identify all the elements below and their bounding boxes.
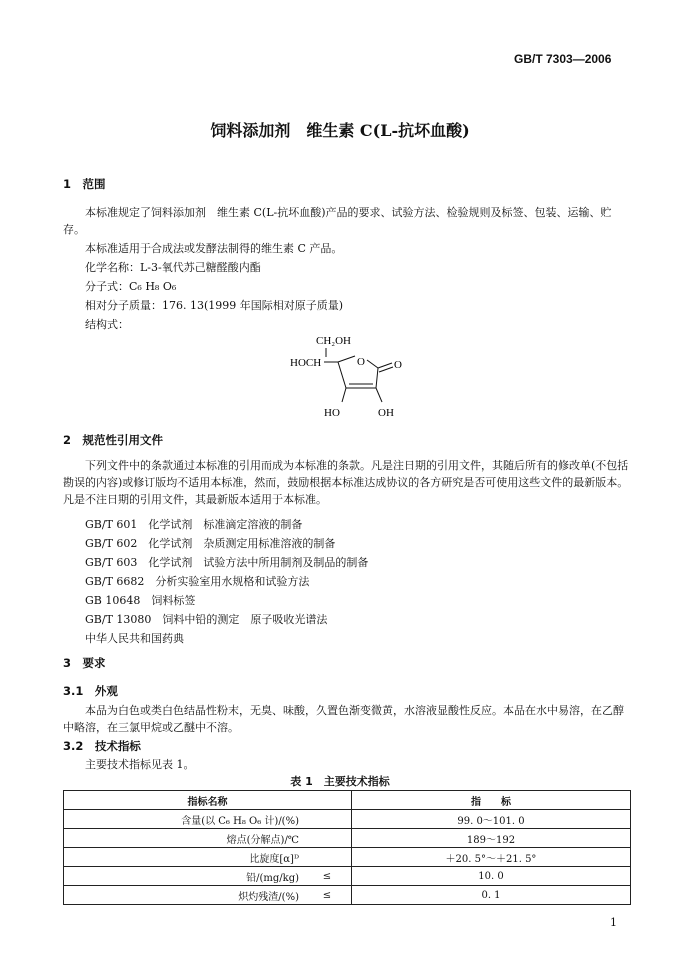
table-cell-value: 99. 0～101. 0	[352, 810, 631, 829]
molecular-formula: 分子式：C₆ H₈ O₆	[85, 280, 177, 293]
section-2-paragraph: 下列文件中的条款通过本标准的引用而成为本标准的条款。凡是注日期的引用文件，其随后所有的修改单(不包括勘误的内容)或修订版均不适用本标准，然而，鼓励根据本标准达成协议的各方研究是否可使用这些文件的最新版本。凡是不注日期的引用文件，其最新版本适用于本标准。	[63, 459, 629, 506]
section-3-1-text: 本品为白色或类白色结晶性粉末，无臭、味酸，久置色渐变微黄，水溶液显酸性反应。本品在水中易溶，在乙醇中略溶，在三氯甲烷或乙醚中不溶。	[63, 704, 624, 734]
spec-table	[63, 790, 631, 905]
document-title: 饲料添加剂 维生素 C(L-抗坏血酸)	[210, 121, 470, 140]
section-3-2-heading: 3.2 技术指标	[63, 739, 141, 753]
structure-ring-o: O	[357, 356, 365, 368]
molecular-mass: 相对分子质量：176. 13(1999 年国际相对原子质量)	[85, 299, 344, 312]
reference-item: GB/T 6682 分析实验室用水规格和试验方法	[85, 575, 310, 588]
section-3-2-text: 主要技术指标见表 1。	[85, 758, 195, 771]
table-cell-op: ≤	[303, 886, 352, 905]
table-cell-name: 含量(以 C₆ H₈ O₆ 计)/(%)	[64, 810, 304, 829]
section-3-heading: 3 要求	[63, 656, 106, 670]
structure-label: 结构式：	[85, 318, 129, 331]
structure-oh-bond	[376, 388, 382, 402]
table-cell-value: 189～192	[352, 829, 631, 848]
table-cell-value: 0. 1	[352, 886, 631, 905]
table-header-value: 指 标	[352, 791, 631, 810]
table-cell-name: 比旋度[α]ᴰ	[64, 848, 304, 867]
structure-oh-bond	[342, 388, 346, 402]
table-header-row	[64, 791, 631, 810]
structure-ring-bond	[376, 368, 378, 388]
structure-ring-bond	[367, 360, 378, 368]
structure-ring-bond	[338, 362, 346, 388]
structure-hoch: HOCH	[290, 357, 322, 369]
table-row	[64, 829, 631, 848]
table-caption: 表 1 主要技术指标	[290, 775, 390, 788]
page-number: 1	[610, 916, 617, 929]
table-cell-op	[303, 810, 352, 829]
structure-carbonyl-bond	[378, 363, 392, 368]
reference-item: GB/T 602 化学试剂 杂质测定用标准溶液的制备	[85, 537, 336, 550]
reference-item: GB/T 601 化学试剂 标准滴定溶液的制备	[85, 518, 303, 531]
section-2-heading: 2 规范性引用文件	[63, 433, 164, 447]
structure-oh-right: OH	[378, 407, 394, 419]
table-cell-op	[303, 848, 352, 867]
section-1-paragraph-2: 本标准适用于合成法或发酵法制得的维生素 C 产品。	[85, 242, 343, 255]
table-cell-op: ≤	[303, 867, 352, 886]
table-row	[64, 810, 631, 829]
structure-ring-bond	[338, 356, 355, 362]
table-cell-value: ＋20. 5°～＋21. 5°	[352, 848, 631, 867]
table-row	[64, 886, 631, 905]
structure-carbonyl-bond	[379, 367, 393, 372]
chemical-name: 化学名称：L-3-氧代苏己糖醛酸内酯	[85, 261, 261, 274]
table-cell-name: 炽灼残渣/(%)	[64, 886, 304, 905]
section-1-paragraph-1: 本标准规定了饲料添加剂 维生素 C(L-抗坏血酸)产品的要求、试验方法、检验规则及标签、包装、运输、贮存。	[63, 206, 612, 236]
section-3-1-heading: 3.1 外观	[63, 684, 118, 698]
table-header-name: 指标名称	[64, 791, 352, 810]
table-cell-name: 熔点(分解点)/℃	[64, 829, 304, 848]
structure-ch2oh: CH₂OH	[316, 335, 352, 347]
structure-carbonyl-o: O	[394, 359, 402, 371]
reference-item: 中华人民共和国药典	[85, 632, 184, 645]
table-cell-op	[303, 829, 352, 848]
structure-oh-left: HO	[324, 407, 340, 419]
reference-item: GB 10648 饲料标签	[85, 594, 196, 607]
structural-formula	[280, 332, 420, 427]
table-cell-name: 铅/(mg/kg)	[64, 867, 304, 886]
table-row	[64, 848, 631, 867]
table-row	[64, 867, 631, 886]
standard-number: GB/T 7303—2006	[514, 52, 612, 66]
reference-item: GB/T 603 化学试剂 试验方法中所用制剂及制品的制备	[85, 556, 369, 569]
reference-item: GB/T 13080 饲料中铅的测定 原子吸收光谱法	[85, 613, 328, 626]
table-cell-value: 10. 0	[352, 867, 631, 886]
section-1-heading: 1 范围	[63, 177, 106, 191]
